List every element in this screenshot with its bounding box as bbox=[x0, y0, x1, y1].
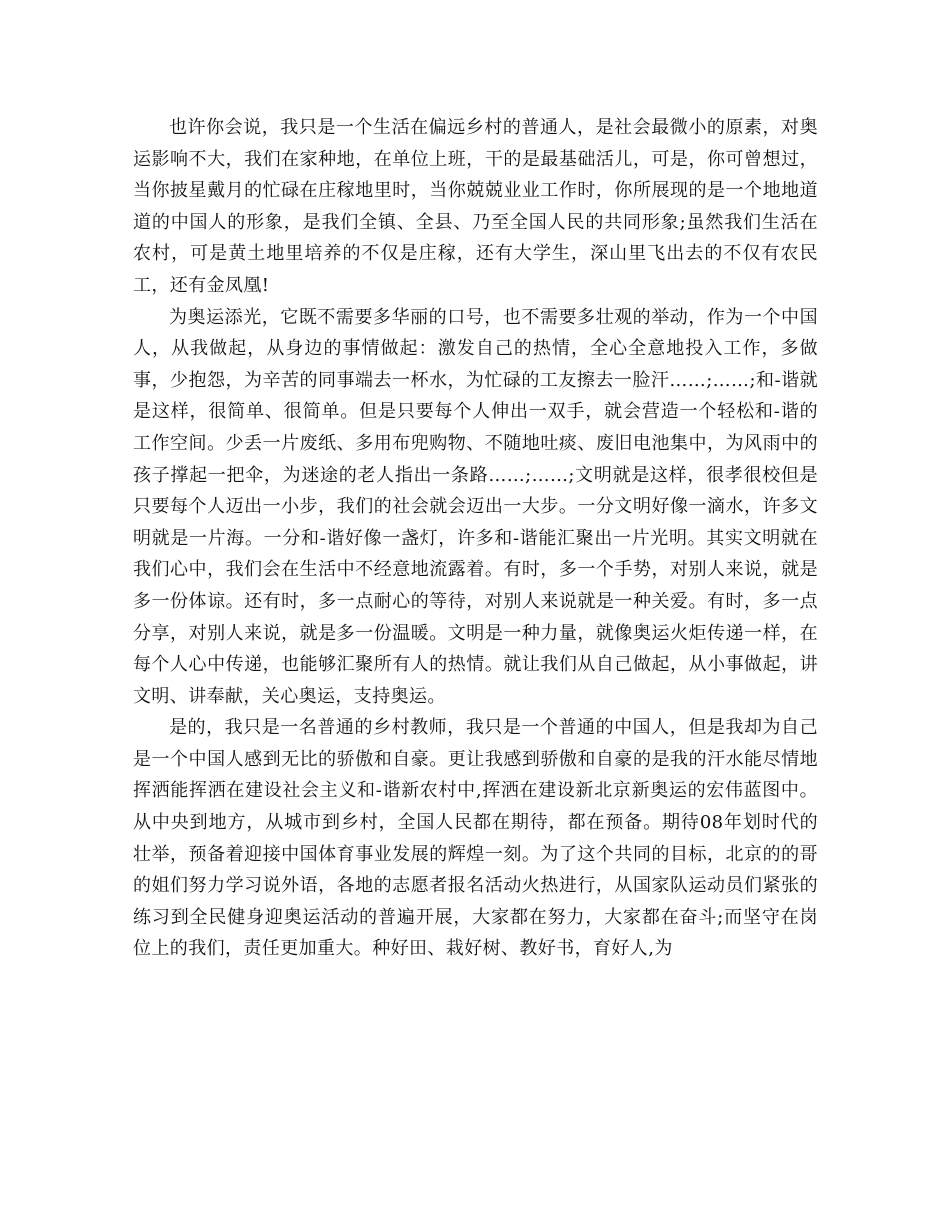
paragraph-2: 为奥运添光，它既不需要多华丽的口号，也不需要多壮观的举动，作为一个中国人，从我做起，从身边的事情做起：激发自己的热情，全心全意地投入工作，多做事，少抱怨，为辛苦的同事端去一杯水，为忙碌的工友擦去一脸汗……;……;和-谐就是这样，很简单、很简单。但是只要每个人伸出一双手，就会营造一个轻松和-谐的工作空间。少丢一片废纸、多用布兜购物、不随地吐痰、废旧电池集中，为风雨中的孩子撑起一把伞，为迷途的老人指出一条路……;……;文明就是这样，很孝很校但是只要每个人迈出一小步，我们的社会就会迈出一大步。一分文明好像一滴水，许多文明就是一片海。一分和-谐好像一盏灯，许多和-谐能汇聚出一片光明。其实文明就在我们心中，我们会在生活中不经意地流露着。有时，多一个手势，对别人来说，就是多一份体谅。还有时，多一点耐心的等待，对别人来说就是一种关爱。有时，多一点分享，对别人来说，就是多一份温暖。文明是一种力量，就像奥运火炬传递一样，在每个人心中传递，也能够汇聚所有人的热情。就让我们从自己做起，从小事做起，讲文明、讲奉献，关心奥运，支持奥运。 bbox=[133, 306, 818, 707]
paragraph-3: 是的，我只是一名普通的乡村教师，我只是一个普通的中国人，但是我却为自己是一个中国人感到无比的骄傲和自豪。更让我感到骄傲和自豪的是我的汗水能尽情地挥洒能挥洒在建设社会主义和-谐新农村中,挥洒在建设新北京新奥运的宏伟蓝图中。从中央到地方，从城市到乡村，全国人民都在期待，都在预备。期待08年划时代的壮举，预备着迎接中国体育事业发展的辉煌一刻。为了这个共同的目标，北京的的哥的姐们努力学习说外语，各地的志愿者报名活动火热进行，从国家队运动员们紧张的练习到全民健身迎奥运活动的普遍开展，大家都在努力，大家都在奋斗;而坚守在岗位上的我们，责任更加重大。种好田、栽好树、教好书，育好人,为 bbox=[133, 717, 818, 960]
paragraph-1: 也许你会说，我只是一个生活在偏远乡村的普通人，是社会最微小的原素，对奥运影响不大，我们在家种地，在单位上班，干的是最基础活儿，可是，你可曾想过，当你披星戴月的忙碌在庄稼地里时，当你兢兢业业工作时，你所展现的是一个地地道道的中国人的形象，是我们全镇、全县、乃至全国人民的共同形象;虽然我们生活在农村，可是黄土地里培养的不仅是庄稼，还有大学生，深山里飞出去的不仅有农民工，还有金凤凰! bbox=[133, 117, 818, 296]
document-body bbox=[133, 112, 818, 965]
